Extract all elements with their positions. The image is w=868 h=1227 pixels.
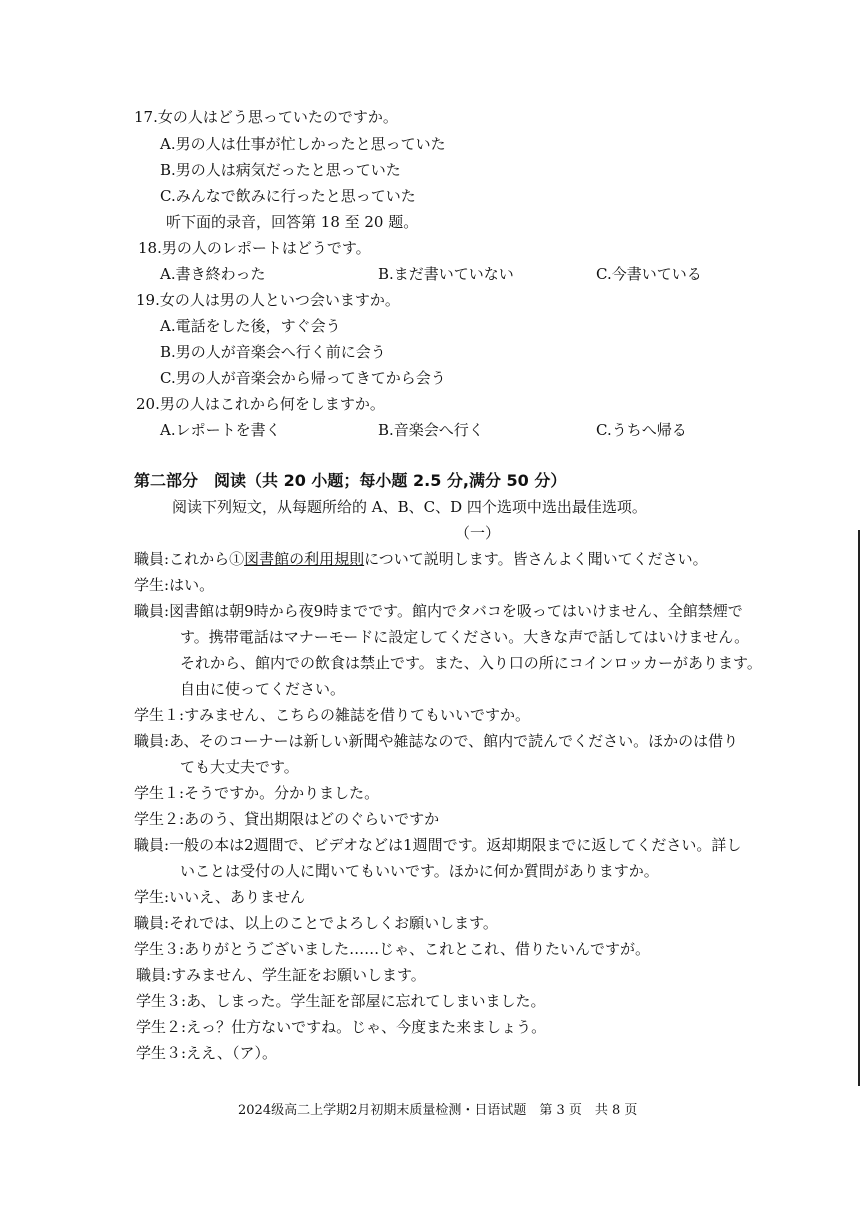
question-19-option-b: B.男の人が音楽会へ行く前に会う [160,343,386,361]
question-20-option-c: C.うちへ帰る [596,421,687,439]
speaker-label: 学生１ [134,706,180,724]
dialogue-line [134,728,738,754]
dialogue-text: すみません、こちらの雑誌を借りてもいいですか。 [184,706,530,724]
dialogue-line [134,832,741,858]
dialogue-line [134,806,439,832]
dialogue-text: あのう、貸出期限はどのぐらいですか [184,810,440,828]
colon: : [164,550,170,568]
colon: : [181,1018,187,1036]
dialogue-text: ありがとうございました……じゃ、これとこれ、借りたいんですが。 [184,940,650,958]
speaker-label: 学生２ [136,1018,182,1036]
scan-edge-line [858,530,860,1086]
dialogue-line [134,936,650,962]
question-19-option-a: A.電話をした後，すぐ会う [160,317,341,335]
dialogue-continuation: 自由に使ってください。 [180,680,346,698]
dialogue-text: それでは、以上のことでよろしくお願いします。 [169,914,498,932]
colon: : [181,992,187,1010]
speaker-label: 学生３ [134,940,180,958]
dialogue-continuation: ても大丈夫です。 [180,758,299,776]
page-footer: 2024级高二上学期2月初期末质量检测・日语试题 第 3 页 共 8 页 [238,1103,638,1118]
speaker-label: 職員 [134,914,165,932]
speaker-label: 学生 [134,888,165,906]
passage-number: （一） [455,524,501,542]
speaker-label: 職員 [136,966,167,984]
colon: : [179,706,185,724]
dialogue-line [134,546,708,572]
question-20-stem: 20.男の人はこれから何をしますか。 [136,395,385,413]
dialogue-text: あ、そのコーナーは新しい新聞や雑誌なので、館内で読んでください。ほかのは借り [169,732,739,750]
speaker-label: 職員 [134,550,165,568]
question-19-stem: 19.女の人は男の人といつ会いますか。 [136,291,400,309]
dialogue-line [136,988,545,1014]
colon: : [164,576,170,594]
dialogue-line [136,1040,277,1066]
dialogue-text: これから① [169,550,245,568]
question-18-option-b: B.まだ書いていない [378,265,514,283]
colon: : [164,836,170,854]
question-20-option-a: A.レポートを書く [160,421,281,439]
dialogue-text: 図書館は朝9時から夜9時までです。館内でタバコを吸ってはいけません、全館禁煙で [169,602,743,620]
speaker-label: 職員 [134,732,165,750]
question-20-option-b: B.音楽会へ行く [378,421,484,439]
colon: : [179,940,185,958]
speaker-label: 職員 [134,836,165,854]
dialogue-continuation: す。携帯電話はマナーモードに設定してください。大きな声で話してはいけません。 [180,628,750,646]
dialogue-line [136,1014,546,1040]
colon: : [181,1044,187,1062]
speaker-label: 学生３ [136,992,182,1010]
dialogue-line [134,702,530,728]
dialogue-text: そうですか。分かりました。 [184,784,380,802]
dialogue-line [134,780,379,806]
dialogue-line [134,884,305,910]
dialogue-text: について説明します。皆さんよく聞いてください。 [364,550,708,568]
speaker-label: 学生１ [134,784,180,802]
dialogue-text: 一般の本は2週間で、ビデオなどは1週間です。返却期限までに返してください。詳し [169,836,742,854]
colon: : [164,732,170,750]
dialogue-text: はい。 [169,576,215,594]
dialogue-line [134,598,743,624]
part2-heading: 第二部分 阅读（共 20 小题；每小题 2.5 分,满分 50 分） [134,471,567,490]
dialogue-line [136,962,426,988]
dialogue-text: すみません、学生証をお願いします。 [171,966,426,984]
dialogue-line [134,910,498,936]
colon: : [164,888,170,906]
colon: : [166,966,172,984]
question-17-option-b: B.男の人は病気だったと思っていた [160,161,401,179]
dialogue-line [134,572,214,598]
part2-instruction: 阅读下列短文，从每题所给的 A、B、C、D 四个选项中选出最佳选项。 [172,498,647,516]
question-18-stem: 18.男の人のレポートはどうです。 [138,239,371,257]
listening-instruction: 听下面的录音，回答第 18 至 20 题。 [166,213,419,231]
question-17-option-a: A.男の人は仕事が忙しかったと思っていた [160,135,446,153]
question-17-option-c: C.みんなで飲みに行ったと思っていた [160,187,416,205]
colon: : [179,810,185,828]
dialogue-continuation: それから、館内での飲食は禁止です。また、入り口の所にコインロッカーがあります。 [180,654,762,672]
question-19-option-c: C.男の人が音楽会から帰ってきてから会う [160,369,446,387]
colon: : [164,602,170,620]
question-18-option-a: A.書き終わった [160,265,266,283]
dialogue-text: ええ、（ア）。 [186,1044,277,1062]
speaker-label: 職員 [134,602,165,620]
speaker-label: 学生３ [136,1044,182,1062]
speaker-label: 学生２ [134,810,180,828]
question-18-option-c: C.今書いている [596,265,702,283]
dialogue-text: あ、しまった。学生証を部屋に忘れてしまいました。 [186,992,546,1010]
underlined-phrase: 図書館の利用規則 [244,550,365,568]
dialogue-text: いいえ、ありません [169,888,305,906]
dialogue-continuation: いことは受付の人に聞いてもいいです。ほかに何か質問がありますか。 [180,862,659,880]
question-17-stem: 17.女の人はどう思っていたのですか。 [134,108,398,126]
dialogue-text: えっ？仕方ないですね。じゃ、今度また来ましょう。 [186,1018,547,1036]
speaker-label: 学生 [134,576,165,594]
colon: : [179,784,185,802]
colon: : [164,914,170,932]
